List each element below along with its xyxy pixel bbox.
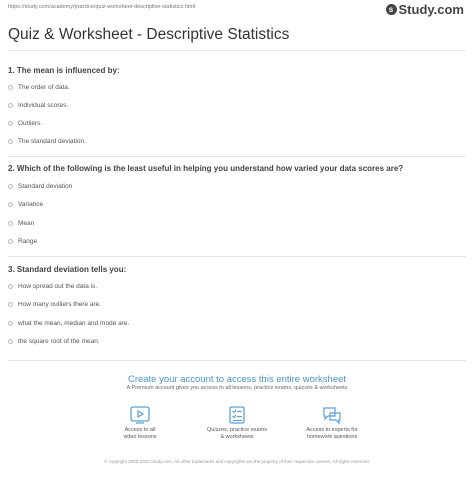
question-2-option-3[interactable]: Mean	[8, 220, 34, 227]
question-2-option-4[interactable]: Range	[8, 238, 37, 245]
feature-line-2: & worksheets	[220, 434, 254, 441]
question-3-text: 3. Standard deviation tells you:	[8, 265, 127, 274]
copyright-notice: © copyright 2003-2020 Study.com. All other trademarks and copyrights are the property of their respective owners. All rights reserved.	[104, 459, 370, 464]
radio-icon[interactable]	[8, 221, 13, 226]
radio-icon[interactable]	[8, 121, 13, 126]
question-3-option-4[interactable]: the square root of the mean.	[8, 338, 100, 345]
study-logo[interactable]	[386, 2, 465, 17]
question-2-option-2[interactable]: Variance	[8, 201, 43, 208]
question-2-option-1[interactable]: Standard deviation	[8, 183, 72, 190]
radio-icon[interactable]	[8, 202, 13, 207]
radio-icon[interactable]	[8, 339, 13, 344]
question-1-option-1[interactable]: The order of data.	[8, 84, 70, 91]
feature-quizzes	[192, 406, 282, 442]
question-3-option-2[interactable]: How many outliers there are.	[8, 301, 101, 308]
study-logo-icon: s	[386, 4, 397, 15]
radio-icon[interactable]	[8, 284, 13, 289]
page-url: https://study.com/academy/practice/quiz-worksheet-descriptive-statistics.html	[8, 4, 196, 10]
chat-icon	[322, 406, 342, 424]
feature-experts	[287, 406, 377, 442]
question-1-option-2[interactable]: Individual scores.	[8, 102, 68, 109]
question-divider	[8, 360, 466, 361]
question-3-option-1[interactable]: How spread out the data is.	[8, 283, 97, 290]
study-logo-text: Study.com	[398, 2, 464, 17]
quiz-icon	[227, 406, 247, 424]
radio-icon[interactable]	[8, 103, 13, 108]
radio-icon[interactable]	[8, 85, 13, 90]
question-divider	[8, 256, 466, 257]
feature-line-1: Access to all	[124, 427, 156, 433]
question-3-option-3[interactable]: what the mean, median and mode are.	[8, 320, 129, 327]
radio-icon[interactable]	[8, 139, 13, 144]
feature-line-2: homework questions	[306, 434, 358, 441]
question-1-option-3[interactable]: Outliers.	[8, 120, 42, 127]
radio-icon[interactable]	[8, 321, 13, 326]
question-divider	[8, 156, 466, 157]
feature-line-2: video lessons	[123, 434, 157, 441]
radio-icon[interactable]	[8, 184, 13, 189]
title-divider	[8, 50, 466, 51]
question-1-option-4[interactable]: The standard deviation.	[8, 138, 86, 145]
feature-line-1: Quizzes, practice exams	[207, 427, 267, 433]
question-1-text: 1. The mean is influenced by:	[8, 66, 120, 75]
question-2-text: 2. Which of the following is the least useful in helping you understand how varied your data scores are?	[8, 164, 404, 173]
video-icon	[130, 406, 150, 424]
create-account-link[interactable]: Create your account to access this entire worksheet	[127, 374, 347, 385]
page-title: Quiz & Worksheet - Descriptive Statistics	[8, 26, 290, 43]
radio-icon[interactable]	[8, 302, 13, 307]
feature-video-lessons	[95, 406, 185, 442]
cta-subtext: A Premium account gives you access to all lessons, practice exams, quizzes & worksheets	[126, 385, 348, 391]
radio-icon[interactable]	[8, 239, 13, 244]
feature-line-1: Access to experts for	[306, 427, 358, 433]
